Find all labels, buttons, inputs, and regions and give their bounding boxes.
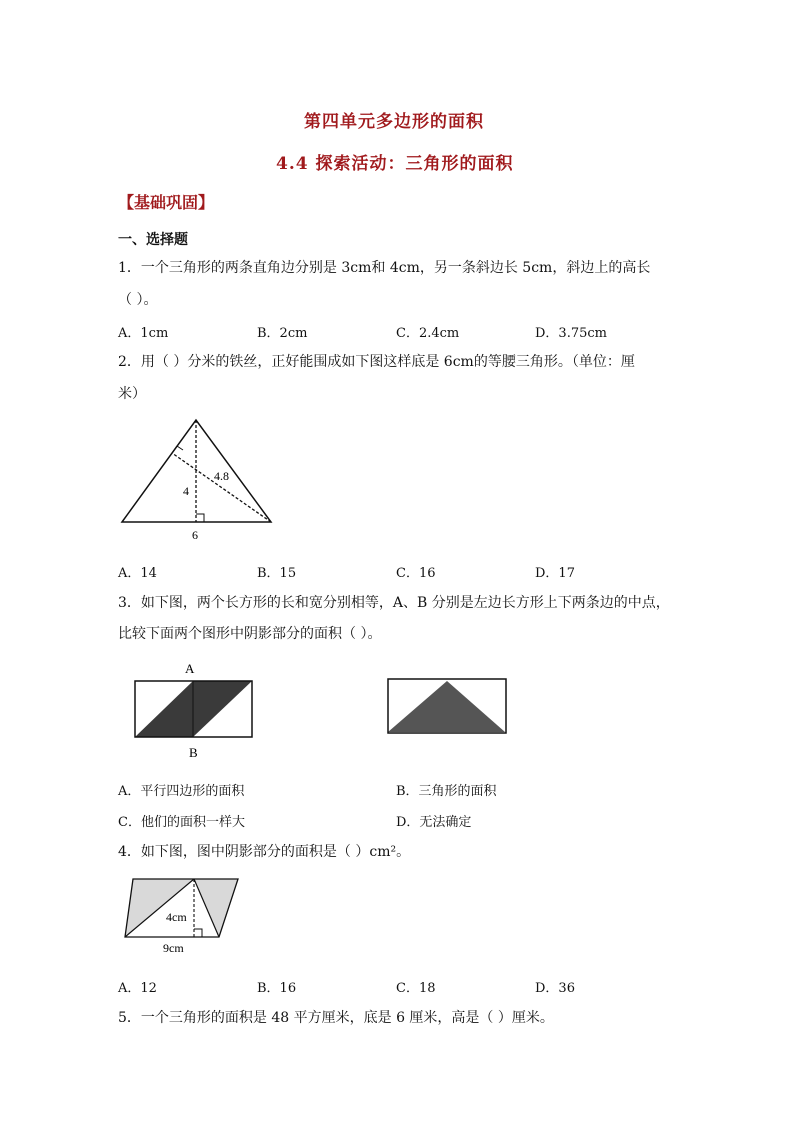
q3-label-a: A	[185, 661, 195, 676]
q1-text-line2: （ ）。	[118, 292, 158, 308]
q3-label-b: B	[189, 745, 198, 760]
q2-triangle-figure	[110, 410, 290, 545]
q4-height-label: 4cm	[166, 910, 187, 924]
doc-subtitle: 4.4 探索活动：三角形的面积	[276, 154, 514, 174]
doc-title: 第四单元多边形的面积	[304, 112, 484, 132]
q5-text-line1: 5．一个三角形的面积是 48 平方厘米，底是 6 厘米，高是（ ）厘米。	[118, 1010, 554, 1026]
q3-option-b: B．三角形的面积	[396, 784, 497, 799]
section-tag: 【基础巩固】	[118, 193, 215, 212]
q2-option-a: A．14	[118, 566, 157, 581]
q1-text-line1: 1．一个三角形的两条直角边分别是 3cm和 4cm，另一条斜边长 5cm，斜边上的高长	[118, 260, 651, 276]
q3-text-line2: 比较下面两个图形中阴影部分的面积（ ）。	[118, 626, 382, 642]
q3-text-line1: 3．如下图，两个长方形的长和宽分别相等，A、B 分别是左边长方形上下两条边的中点，	[118, 595, 670, 611]
q3-option-c: C．他们的面积一样大	[118, 815, 245, 830]
right-angle-mark-base	[196, 514, 204, 522]
q4-base-label: 9cm	[163, 941, 184, 955]
q2-side-height-label: 4.8	[214, 469, 229, 483]
q4-parallelogram-figure	[120, 874, 245, 958]
q1-option-b: B．2cm	[257, 326, 308, 341]
q3-option-d: D．无法确定	[396, 815, 472, 830]
q2-text-line2: 米）	[118, 386, 146, 402]
q1-option-d: D．3.75cm	[535, 326, 607, 341]
q4-option-a: A．12	[118, 981, 157, 996]
q1-option-c: C．2.4cm	[396, 326, 460, 341]
q4-option-c: C．18	[396, 981, 436, 996]
q2-option-b: B．15	[257, 566, 297, 581]
shaded-parallelogram-right	[193, 681, 252, 737]
q4-right-angle-mark	[194, 929, 202, 937]
q3-right-rectangle-figure	[382, 676, 512, 736]
q3-option-a: A．平行四边形的面积	[118, 784, 245, 799]
q4-text-line1: 4．如下图，图中阴影部分的面积是（ ）cm²。	[118, 844, 411, 860]
q2-text-line1: 2．用（ ）分米的铁丝，正好能围成如下图这样底是 6cm的等腰三角形。（单位：厘	[118, 354, 635, 370]
section-heading: 一、选择题	[118, 232, 188, 248]
q1-option-a: A．1cm	[118, 326, 169, 341]
q4-option-d: D．36	[535, 981, 575, 996]
q2-height-label: 4	[183, 484, 189, 498]
q3-left-rectangle-figure	[128, 657, 263, 763]
shaded-triangle	[388, 681, 505, 732]
q2-option-d: D．17	[535, 566, 575, 581]
q2-base-label: 6	[192, 528, 198, 542]
shaded-region-right	[194, 879, 238, 937]
q2-option-c: C．16	[396, 566, 436, 581]
q4-option-b: B．16	[257, 981, 297, 996]
shaded-parallelogram-left	[135, 681, 193, 737]
